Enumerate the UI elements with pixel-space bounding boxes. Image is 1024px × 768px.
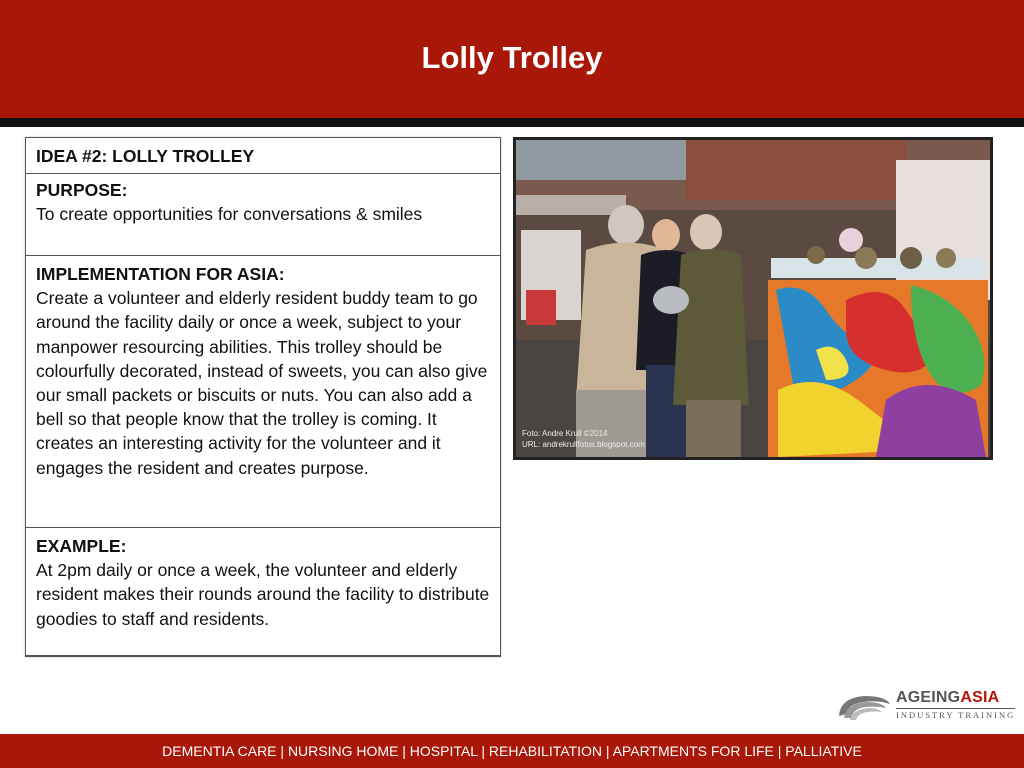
trolley-photo-illustration	[516, 140, 990, 457]
logo-word-ageing: AGEING	[896, 689, 961, 706]
implementation-text: Create a volunteer and elderly resident buddy team to go around the facility daily or once a week, subject to your manpower resourcing abilities. This trolley should be colourfully decorated, instead of sweets, you can also give our small packets or biscuits or nuts. You can also add a bell so that people know that the trolley is coming. It creates an interesting activity for the volunteer and it engages the resident and creates purpose.	[36, 288, 488, 478]
logo-subtitle: INDUSTRY TRAINING	[896, 710, 1016, 720]
banner-divider	[0, 118, 1024, 127]
logo-wordmark	[896, 689, 999, 707]
footer-bar	[0, 734, 1024, 768]
logo-swoosh-icon	[836, 688, 892, 722]
idea-table	[25, 137, 501, 657]
example-label: EXAMPLE:	[36, 536, 127, 556]
purpose-cell	[26, 173, 500, 255]
ageing-asia-logo	[836, 688, 1018, 722]
idea-heading: IDEA #2: LOLLY TROLLEY	[36, 146, 255, 166]
purpose-label: PURPOSE:	[36, 180, 128, 200]
footer-text: DEMENTIA CARE | NURSING HOME | HOSPITAL | REHABILITATION | APARTMENTS FOR LIFE | PALLIATIVE	[162, 743, 862, 759]
photo-credit-line-2: URL: andrekrullfotos.blogspot.com	[522, 440, 645, 449]
implementation-label: IMPLEMENTATION FOR ASIA:	[36, 264, 285, 284]
logo-word-asia: ASIA	[960, 689, 1000, 706]
purpose-text: To create opportunities for conversations & smiles	[36, 204, 423, 225]
example-cell	[26, 527, 500, 655]
trolley-photo	[513, 137, 993, 460]
page-title: Lolly Trolley	[421, 40, 603, 75]
implementation-cell	[26, 255, 500, 527]
photo-credit-line-1: Foto: Andre Krull ©2014	[522, 429, 608, 438]
example-text: At 2pm daily or once a week, the volunteer and elderly resident makes their rounds around the facility to distribute goodies to staff and residents.	[36, 560, 490, 629]
